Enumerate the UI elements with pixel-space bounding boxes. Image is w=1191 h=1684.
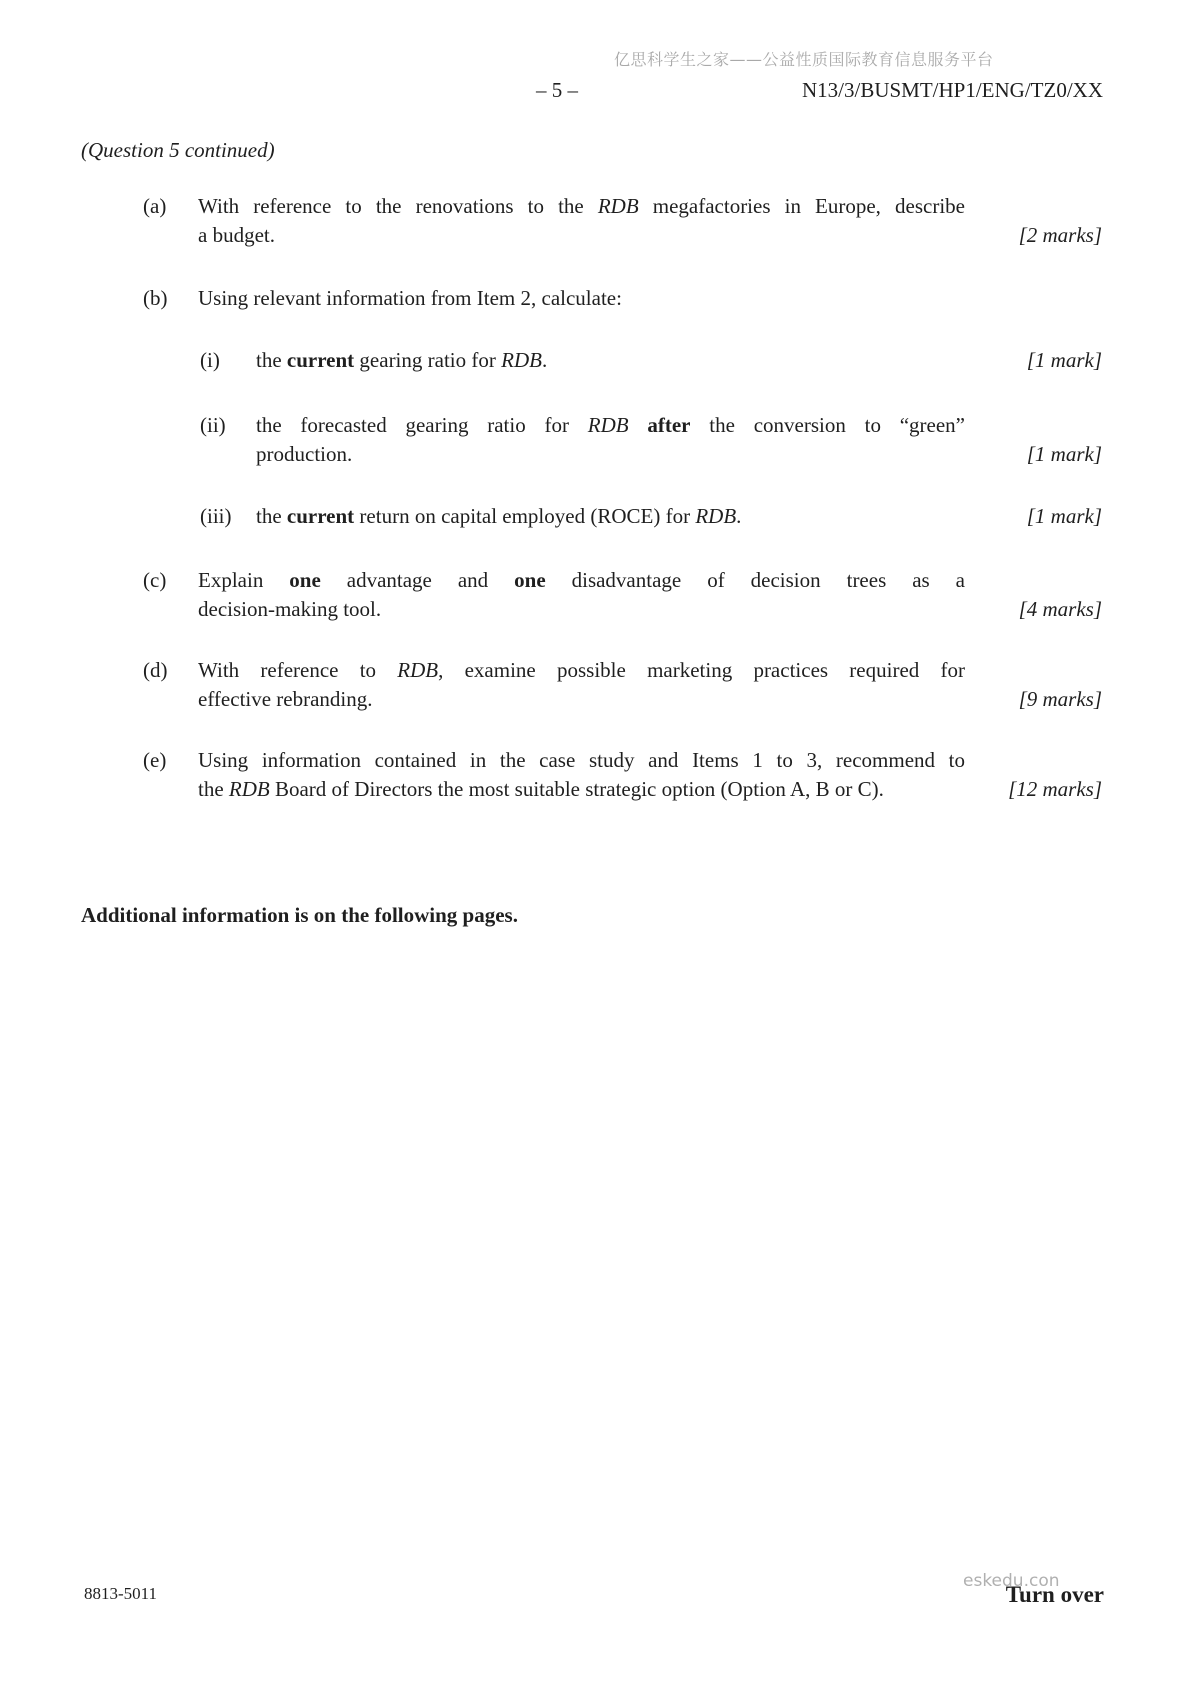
text-segment: a budget. [198,223,275,247]
page-number: – 5 – [536,78,578,102]
question-label: (e) [143,748,167,772]
question-text [198,192,965,250]
text-segment: disadvantage of decision trees as a [545,568,965,592]
text-segment: effective rebranding. [198,687,373,711]
text-segment: the [198,777,229,801]
text-segment: RDB [597,194,639,218]
text-line [198,566,965,595]
question-row-c [143,566,1102,624]
text-segment: the forecasted gearing ratio for [256,413,588,437]
footer-document-number: 8813-5011 [84,1584,158,1603]
additional-note: Additional information is on the following pages. [81,903,518,927]
question-text [256,346,965,375]
text-line [256,502,965,531]
text-line [198,656,965,685]
text-segment: With reference to the renovations to the [198,194,598,218]
text-segment: the [256,504,287,528]
text-segment: RDB [397,658,439,682]
question-row-d [143,656,1102,714]
text-segment: return on capital employed (ROCE) for [354,504,696,528]
text-segment: one [514,568,546,592]
text-segment: With reference to [198,658,398,682]
text-line [256,346,965,375]
text-segment: decision-making tool. [198,597,382,621]
text-segment: , examine possible marketing practices required for [438,658,965,682]
text-line [256,440,965,469]
text-line [256,411,965,440]
text-line [198,685,965,714]
footer-watermark: eskedu.con [963,1571,1060,1591]
text-line [198,775,965,804]
text-line [198,746,965,775]
text-segment: advantage and [320,568,515,592]
marks-label: [12 marks] [1008,777,1102,801]
header-watermark: 亿思科学生之家——公益性质国际教育信息服务平台 [614,50,994,69]
question-row-b-i [200,346,1102,375]
text-segment: current [286,504,355,528]
question-text [256,502,965,531]
question-label: (i) [200,348,220,372]
question-label: (a) [143,194,167,218]
text-line [198,192,965,221]
text-segment: . [736,504,742,528]
text-segment: . [541,348,548,372]
turn-over-label: Turn over [1005,1582,1104,1607]
text-line [198,221,965,250]
text-segment: RDB [228,777,270,801]
marks-label: [2 marks] [1018,223,1102,247]
question-text [198,746,965,804]
text-line [198,595,965,624]
text-segment: production. [256,442,353,466]
question-text [198,566,965,624]
question-row-b-iii [200,502,1102,531]
text-segment: after [647,413,691,437]
question-label: (d) [143,658,168,682]
text-segment: current [286,348,355,372]
text-segment: the [256,348,287,372]
text-segment: RDB [501,348,542,372]
text-segment: gearing ratio for [354,348,502,372]
text-segment: Using information contained in the case study and Items 1 to 3, recommend to [198,748,965,772]
text-segment: RDB [587,413,629,437]
text-segment: RDB [695,504,737,528]
question-text [256,411,965,469]
question-label: (ii) [200,413,226,437]
text-segment: the conversion to “green” [690,413,966,437]
text-segment: Explain [198,568,290,592]
text-segment: one [289,568,321,592]
text-segment: Board of Directors the most suitable strategic option (Option A, B or C). [269,777,884,801]
question-label: (c) [143,568,167,592]
text-line [198,284,965,313]
text-segment: megafactories in Europe, describe [638,194,965,218]
question-row-b [143,284,1102,313]
question-text [198,284,965,313]
text-segment: Using relevant information from Item 2, calculate: [198,286,622,310]
marks-label: [1 mark] [1026,348,1102,372]
continuation-note: (Question 5 continued) [81,138,275,162]
marks-label: [4 marks] [1018,597,1102,621]
marks-label: [1 mark] [1026,504,1102,528]
question-label: (b) [143,286,168,310]
question-row-a [143,192,1102,250]
marks-label: [9 marks] [1018,687,1102,711]
marks-label: [1 mark] [1026,442,1102,466]
question-row-e [143,746,1102,804]
text-segment [629,413,648,437]
paper-code: N13/3/BUSMT/HP1/ENG/TZ0/XX [801,78,1103,102]
question-text [198,656,965,714]
question-row-b-ii [200,411,1102,469]
question-label: (iii) [200,504,232,528]
